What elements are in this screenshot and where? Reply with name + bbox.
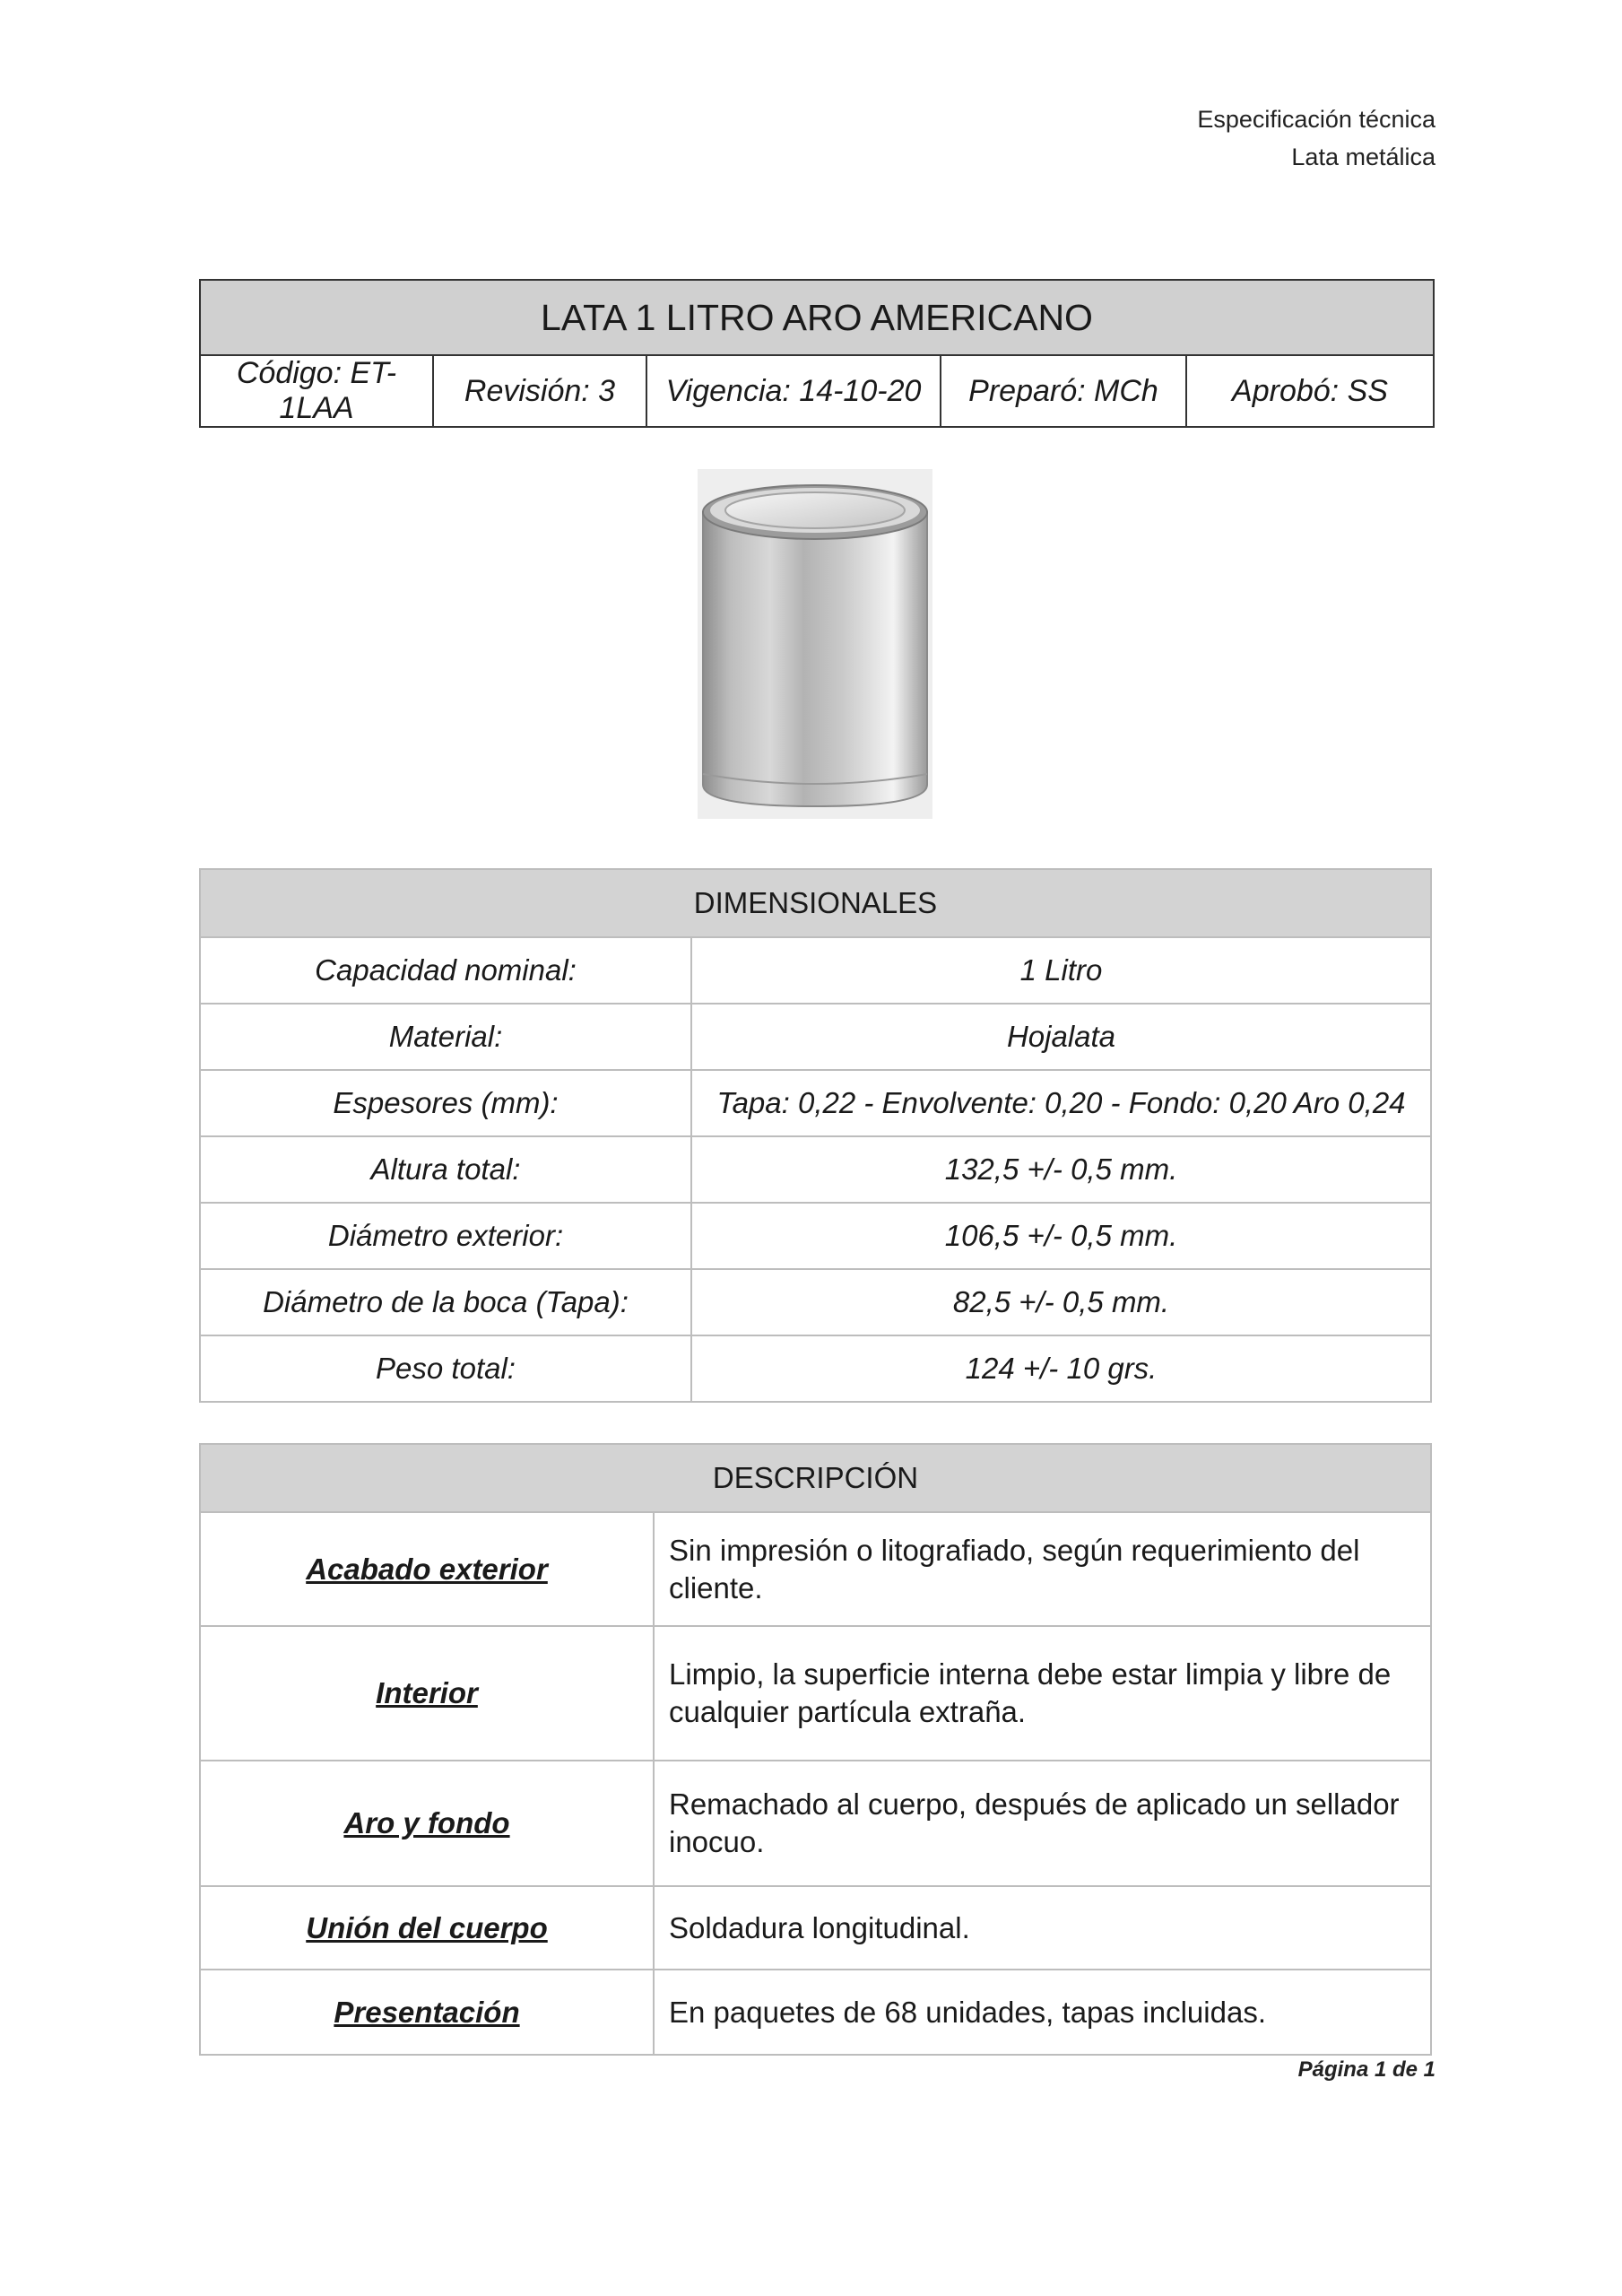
row-label: Altura total: xyxy=(200,1136,691,1203)
title-block xyxy=(199,279,1435,428)
row-label: Aro y fondo xyxy=(200,1761,654,1886)
row-value: 82,5 +/- 0,5 mm. xyxy=(691,1269,1431,1335)
row-label: Presentación xyxy=(200,1970,654,2055)
table-row xyxy=(200,1269,1431,1335)
row-label: Interior xyxy=(200,1626,654,1761)
row-value: Tapa: 0,22 - Envolvente: 0,20 - Fondo: 0,20 Aro 0,24 xyxy=(691,1070,1431,1136)
row-value: 106,5 +/- 0,5 mm. xyxy=(691,1203,1431,1269)
row-label: Unión del cuerpo xyxy=(200,1886,654,1970)
table-row xyxy=(200,1886,1431,1970)
page-number: Página 1 de 1 xyxy=(1297,2057,1436,2082)
table-row xyxy=(200,937,1431,1004)
table-row xyxy=(200,1970,1431,2055)
meta-validity: Vigencia: 14-10-20 xyxy=(646,355,941,427)
row-value: 132,5 +/- 0,5 mm. xyxy=(691,1136,1431,1203)
row-value: Soldadura longitudinal. xyxy=(654,1886,1431,1970)
table-row xyxy=(200,1335,1431,1402)
table-row xyxy=(200,1070,1431,1136)
dimensional-heading: DIMENSIONALES xyxy=(200,869,1431,937)
row-value: Limpio, la superficie interna debe estar limpia y libre de cualquier partícula extraña. xyxy=(654,1626,1431,1761)
row-label: Diámetro de la boca (Tapa): xyxy=(200,1269,691,1335)
page-header xyxy=(1197,100,1436,176)
meta-prepared: Preparó: MCh xyxy=(941,355,1186,427)
meta-approved: Aprobó: SS xyxy=(1186,355,1434,427)
row-label: Diámetro exterior: xyxy=(200,1203,691,1269)
row-label: Peso total: xyxy=(200,1335,691,1402)
table-row xyxy=(200,1761,1431,1886)
table-row xyxy=(200,1004,1431,1070)
meta-code: Código: ET-1LAA xyxy=(200,355,433,427)
meta-revision: Revisión: 3 xyxy=(433,355,646,427)
row-value: Remachado al cuerpo, después de aplicado un sellador inocuo. xyxy=(654,1761,1431,1886)
product-image xyxy=(698,469,932,819)
row-value: 124 +/- 10 grs. xyxy=(691,1335,1431,1402)
description-table xyxy=(199,1443,1432,2056)
tin-can-image xyxy=(698,469,932,819)
row-label: Espesores (mm): xyxy=(200,1070,691,1136)
row-label: Capacidad nominal: xyxy=(200,937,691,1004)
header-product-type: Lata metálica xyxy=(1291,144,1436,170)
row-label: Material: xyxy=(200,1004,691,1070)
header-doc-type: Especificación técnica xyxy=(1197,106,1436,133)
table-row xyxy=(200,1512,1431,1626)
document-title: LATA 1 LITRO ARO AMERICANO xyxy=(200,280,1434,355)
row-value: 1 Litro xyxy=(691,937,1431,1004)
dimensional-table xyxy=(199,868,1432,1403)
description-heading: DESCRIPCIÓN xyxy=(200,1444,1431,1512)
table-row xyxy=(200,1136,1431,1203)
row-value: Sin impresión o litografiado, según requerimiento del cliente. xyxy=(654,1512,1431,1626)
row-label: Acabado exterior xyxy=(200,1512,654,1626)
row-value: En paquetes de 68 unidades, tapas incluidas. xyxy=(654,1970,1431,2055)
table-row xyxy=(200,1626,1431,1761)
row-value: Hojalata xyxy=(691,1004,1431,1070)
table-row xyxy=(200,1203,1431,1269)
